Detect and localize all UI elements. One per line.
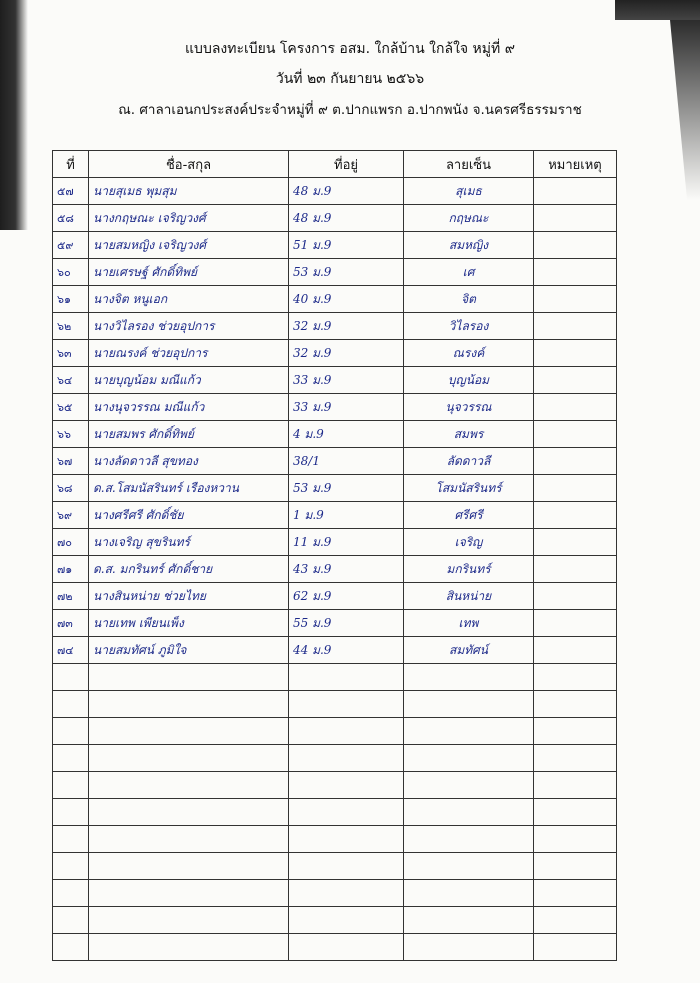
- row-name: นายเศรษฐ์ ศักดิ์ทิพย์: [89, 259, 289, 286]
- row-name: นางศรีศรี ศักดิ์ชัย: [89, 502, 289, 529]
- row-name: นางวิไลรอง ช่วยอุปการ: [89, 313, 289, 340]
- row-name: นายสมพร ศักดิ์ทิพย์: [89, 421, 289, 448]
- table-row: [53, 529, 617, 556]
- row-note: [534, 583, 617, 610]
- row-number: ๗๒: [53, 583, 89, 610]
- row-number: ๖๒: [53, 313, 89, 340]
- row-note: [534, 232, 617, 259]
- row-signature: โสมนัสรินทร์: [404, 475, 534, 502]
- row-name: นายเทพ เพียนเพ็ง: [89, 610, 289, 637]
- row-signature: [404, 745, 534, 772]
- row-note: [534, 799, 617, 826]
- row-signature: จิต: [404, 286, 534, 313]
- row-name: นางกฤษณะ เจริญวงศ์: [89, 205, 289, 232]
- row-note: [534, 610, 617, 637]
- row-address: 62 ม.9: [289, 583, 404, 610]
- column-header-name: ชื่อ-สกุล: [89, 151, 289, 178]
- row-name: [89, 880, 289, 907]
- row-signature: สุเมธ: [404, 178, 534, 205]
- table-row: [53, 502, 617, 529]
- table-row: [53, 556, 617, 583]
- row-address: [289, 664, 404, 691]
- row-name: นายสมทัศน์ ภูมิใจ: [89, 637, 289, 664]
- table-row: [53, 691, 617, 718]
- column-header-note: หมายเหตุ: [534, 151, 617, 178]
- table-row: [53, 205, 617, 232]
- scan-shadow-left: [0, 0, 28, 230]
- row-number: [53, 799, 89, 826]
- row-address: [289, 745, 404, 772]
- row-name: [89, 691, 289, 718]
- row-signature: มกรินทร์: [404, 556, 534, 583]
- row-number: ๖๐: [53, 259, 89, 286]
- row-signature: นุจวรรณ: [404, 394, 534, 421]
- row-number: [53, 880, 89, 907]
- table-row: [53, 394, 617, 421]
- row-number: ๖๕: [53, 394, 89, 421]
- row-number: ๖๗: [53, 448, 89, 475]
- table-row: [53, 853, 617, 880]
- row-name: [89, 718, 289, 745]
- table-row: [53, 664, 617, 691]
- row-note: [534, 475, 617, 502]
- row-address: 40 ม.9: [289, 286, 404, 313]
- row-number: ๖๑: [53, 286, 89, 313]
- row-note: [534, 772, 617, 799]
- row-name: ด.ส. มกรินทร์ ศักดิ์ชาย: [89, 556, 289, 583]
- row-signature: [404, 664, 534, 691]
- row-signature: ศรีศรี: [404, 502, 534, 529]
- table-row: [53, 745, 617, 772]
- row-address: [289, 691, 404, 718]
- row-note: [534, 745, 617, 772]
- row-note: [534, 880, 617, 907]
- row-signature: สมหญิง: [404, 232, 534, 259]
- table-row: [53, 286, 617, 313]
- row-signature: สมพร: [404, 421, 534, 448]
- row-name: นางสินหน่าย ช่วยไทย: [89, 583, 289, 610]
- row-name: นางนุจวรรณ มณีแก้ว: [89, 394, 289, 421]
- row-note: [534, 853, 617, 880]
- column-header-address: ที่อยู่: [289, 151, 404, 178]
- row-number: [53, 907, 89, 934]
- row-number: [53, 691, 89, 718]
- scan-shadow-right: [640, 20, 700, 210]
- row-number: [53, 772, 89, 799]
- row-signature: [404, 772, 534, 799]
- row-signature: [404, 853, 534, 880]
- row-note: [534, 259, 617, 286]
- row-number: ๖๖: [53, 421, 89, 448]
- row-address: [289, 718, 404, 745]
- row-note: [534, 286, 617, 313]
- row-note: [534, 178, 617, 205]
- row-note: [534, 826, 617, 853]
- row-name: [89, 853, 289, 880]
- row-name: นางจิต หนูเอก: [89, 286, 289, 313]
- row-signature: ณรงค์: [404, 340, 534, 367]
- row-address: 48 ม.9: [289, 205, 404, 232]
- table-row: [53, 637, 617, 664]
- row-address: 53 ม.9: [289, 259, 404, 286]
- table-row: [53, 340, 617, 367]
- row-name: [89, 745, 289, 772]
- row-name: นายณรงค์ ช่วยอุปการ: [89, 340, 289, 367]
- row-number: [53, 853, 89, 880]
- table-row: [53, 448, 617, 475]
- row-address: 1 ม.9: [289, 502, 404, 529]
- table-row: [53, 610, 617, 637]
- row-name: นายสมหญิง เจริญวงศ์: [89, 232, 289, 259]
- row-address: 53 ม.9: [289, 475, 404, 502]
- table-row: [53, 907, 617, 934]
- row-signature: [404, 934, 534, 961]
- registration-table: [52, 150, 617, 961]
- scan-shadow-top-right: [615, 0, 700, 20]
- row-address: [289, 934, 404, 961]
- row-note: [534, 421, 617, 448]
- row-note: [534, 394, 617, 421]
- table-header-row: [53, 151, 617, 178]
- row-number: ๗๑: [53, 556, 89, 583]
- row-note: [534, 205, 617, 232]
- row-signature: [404, 826, 534, 853]
- row-signature: [404, 880, 534, 907]
- row-note: [534, 367, 617, 394]
- form-title: แบบลงทะเบียน โครงการ อสม. ใกล้บ้าน ใกล้ใจ หมู่ที่ ๙: [185, 41, 515, 57]
- row-signature: บุญน้อม: [404, 367, 534, 394]
- table-row: [53, 475, 617, 502]
- row-signature: [404, 799, 534, 826]
- row-name: [89, 907, 289, 934]
- row-name: นายสุเมธ พุมสุม: [89, 178, 289, 205]
- row-number: [53, 718, 89, 745]
- table-row: [53, 313, 617, 340]
- row-address: 33 ม.9: [289, 367, 404, 394]
- row-number: [53, 745, 89, 772]
- row-note: [534, 664, 617, 691]
- row-note: [534, 340, 617, 367]
- row-address: 55 ม.9: [289, 610, 404, 637]
- row-signature: กฤษณะ: [404, 205, 534, 232]
- row-number: ๖๓: [53, 340, 89, 367]
- row-address: 43 ม.9: [289, 556, 404, 583]
- column-header-signature: ลายเซ็น: [404, 151, 534, 178]
- row-signature: [404, 907, 534, 934]
- row-note: [534, 556, 617, 583]
- form-location: ณ. ศาลาเอนกประสงค์ประจำหมู่ที่ ๙ ต.ปากแพรก อ.ปากพนัง จ.นครศรีธรรมราช: [118, 102, 582, 118]
- row-number: ๕๗: [53, 178, 89, 205]
- row-note: [534, 313, 617, 340]
- row-name: [89, 799, 289, 826]
- table-row: [53, 367, 617, 394]
- table-row: [53, 772, 617, 799]
- table-row: [53, 421, 617, 448]
- row-number: [53, 826, 89, 853]
- row-name: [89, 772, 289, 799]
- table-row: [53, 583, 617, 610]
- row-signature: ลัดดาวลี: [404, 448, 534, 475]
- table-row: [53, 178, 617, 205]
- row-number: ๕๘: [53, 205, 89, 232]
- table-row: [53, 232, 617, 259]
- row-note: [534, 448, 617, 475]
- table-row: [53, 718, 617, 745]
- row-number: ๖๔: [53, 367, 89, 394]
- row-signature: [404, 691, 534, 718]
- row-number: ๗๐: [53, 529, 89, 556]
- row-number: ๕๙: [53, 232, 89, 259]
- table-row: [53, 826, 617, 853]
- row-note: [534, 637, 617, 664]
- row-signature: สมทัศน์: [404, 637, 534, 664]
- row-signature: เทพ: [404, 610, 534, 637]
- row-note: [534, 502, 617, 529]
- row-name: นางเจริญ สุขรินทร์: [89, 529, 289, 556]
- row-address: 11 ม.9: [289, 529, 404, 556]
- row-signature: เจริญ: [404, 529, 534, 556]
- table-row: [53, 799, 617, 826]
- row-address: [289, 853, 404, 880]
- row-name: [89, 826, 289, 853]
- row-address: [289, 880, 404, 907]
- table-row: [53, 934, 617, 961]
- row-note: [534, 691, 617, 718]
- row-address: [289, 907, 404, 934]
- row-number: ๖๘: [53, 475, 89, 502]
- row-number: [53, 934, 89, 961]
- row-name: นางลัดดาวลี สุขทอง: [89, 448, 289, 475]
- row-address: [289, 772, 404, 799]
- row-number: ๗๔: [53, 637, 89, 664]
- row-address: 32 ม.9: [289, 313, 404, 340]
- row-address: 32 ม.9: [289, 340, 404, 367]
- form-date: วันที่ ๒๓ กันยายน ๒๕๖๖: [275, 71, 425, 87]
- column-header-no: ที่: [53, 151, 89, 178]
- row-address: [289, 826, 404, 853]
- row-note: [534, 529, 617, 556]
- row-signature: สินหน่าย: [404, 583, 534, 610]
- row-address: 44 ม.9: [289, 637, 404, 664]
- table-row: [53, 259, 617, 286]
- row-note: [534, 718, 617, 745]
- row-number: [53, 664, 89, 691]
- row-name: นายบุญน้อม มณีแก้ว: [89, 367, 289, 394]
- row-signature: วิไลรอง: [404, 313, 534, 340]
- table-row: [53, 880, 617, 907]
- row-name: [89, 664, 289, 691]
- row-address: 38/1: [289, 448, 404, 475]
- row-note: [534, 934, 617, 961]
- row-address: 51 ม.9: [289, 232, 404, 259]
- row-address: 4 ม.9: [289, 421, 404, 448]
- row-address: 33 ม.9: [289, 394, 404, 421]
- row-number: ๖๙: [53, 502, 89, 529]
- row-signature: [404, 718, 534, 745]
- row-name: [89, 934, 289, 961]
- row-number: ๗๓: [53, 610, 89, 637]
- row-address: 48 ม.9: [289, 178, 404, 205]
- row-address: [289, 799, 404, 826]
- row-note: [534, 907, 617, 934]
- row-signature: เศ: [404, 259, 534, 286]
- row-name: ด.ส.โสมนัสรินทร์ เรืองหวาน: [89, 475, 289, 502]
